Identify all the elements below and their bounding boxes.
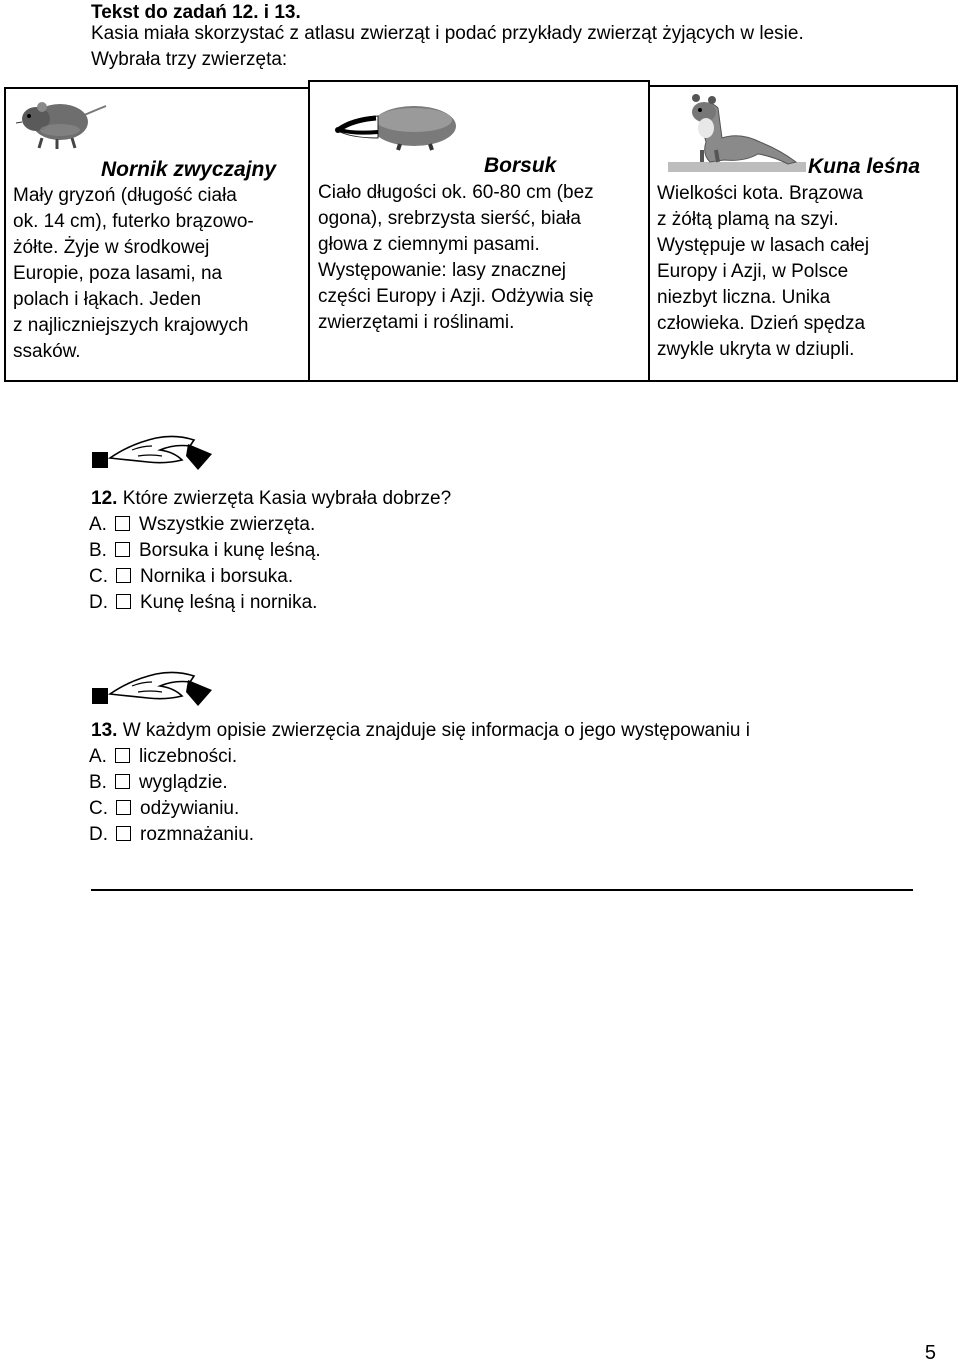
checkbox[interactable]: [115, 542, 130, 557]
badger-title: Borsuk: [484, 154, 557, 177]
vole-line: polach i łąkach. Jeden: [13, 289, 202, 310]
option-letter: A.: [89, 746, 107, 767]
vole-line: ok. 14 cm), futerko brązowo-: [13, 211, 254, 232]
option-letter: C.: [89, 798, 108, 819]
question-13-number: 13.: [91, 720, 118, 741]
checkbox[interactable]: [116, 594, 131, 609]
option-text: Wszystkie zwierzęta.: [138, 514, 316, 535]
checkbox[interactable]: [115, 748, 130, 763]
question-12-number: 12.: [91, 488, 118, 509]
q13-option-c[interactable]: [89, 796, 239, 822]
option-text: wyglądzie.: [138, 772, 228, 793]
marten-description: [657, 181, 869, 363]
option-text: Borsuka i kunę leśną.: [138, 540, 321, 561]
q12-option-d[interactable]: [89, 590, 317, 616]
q12-option-b[interactable]: [89, 538, 321, 564]
option-letter: D.: [89, 824, 108, 845]
option-letter: D.: [89, 592, 108, 613]
option-text: rozmnażaniu.: [140, 824, 255, 845]
writing-hand-icon: [92, 666, 214, 710]
marten-line: człowieka. Dzień spędza: [657, 313, 866, 334]
badger-line: głowa z ciemnymi pasami.: [318, 234, 540, 255]
marten-line: z żółtą plamą na szyi.: [657, 209, 839, 230]
badger-line: zwierzętami i roślinami.: [318, 312, 515, 333]
header-title: Tekst do zadań 12. i 13.: [91, 2, 301, 23]
marten-line: Europy i Azji, w Polsce: [657, 261, 849, 282]
header-line2: Wybrała trzy zwierzęta:: [91, 49, 288, 70]
marten-line: Wielkości kota. Brązowa: [657, 183, 863, 204]
marten-line: niezbyt liczna. Unika: [657, 287, 831, 308]
q13-option-d[interactable]: [89, 822, 254, 848]
vole-title: Nornik zwyczajny: [101, 158, 277, 181]
badger-line: Ciało długości ok. 60-80 cm (bez: [318, 182, 594, 203]
badger-line: ogona), srebrzysta sierść, biała: [318, 208, 581, 229]
vole-line: ssaków.: [13, 341, 81, 362]
checkbox[interactable]: [116, 800, 131, 815]
marten-line: zwykle ukryta w dziupli.: [657, 339, 855, 360]
marten-icon: [668, 92, 806, 174]
badger-line: części Europy i Azji. Odżywia się: [318, 286, 594, 307]
marten-line: Występuje w lasach całej: [657, 235, 870, 256]
q13-option-b[interactable]: [89, 770, 228, 796]
page-number: 5: [924, 1342, 936, 1364]
q13-option-a[interactable]: [89, 744, 237, 770]
vole-line: z najliczniejszych krajowych: [13, 315, 249, 336]
option-letter: B.: [89, 540, 107, 561]
option-text: Nornika i borsuka.: [140, 566, 294, 587]
badger-line: Występowanie: lasy znacznej: [318, 260, 567, 281]
vole-line: Europie, poza lasami, na: [13, 263, 223, 284]
question-12-text: Które zwierzęta Kasia wybrała dobrze?: [117, 488, 452, 509]
question-12: [91, 486, 451, 512]
vole-description: [13, 183, 254, 365]
header-line1: Kasia miała skorzystać z atlasu zwierząt i podać przykłady zwierząt żyjących w lesie.: [91, 23, 804, 44]
q12-option-c[interactable]: [89, 564, 293, 590]
option-text: odżywianiu.: [140, 798, 240, 819]
badger-description: [318, 180, 594, 336]
option-letter: C.: [89, 566, 108, 587]
checkbox[interactable]: [116, 826, 131, 841]
horizontal-rule: [91, 889, 913, 891]
vole-icon: [12, 92, 110, 154]
option-letter: B.: [89, 772, 107, 793]
vole-line: Mały gryzoń (długość ciała: [13, 185, 237, 206]
vole-line: żółte. Żyje w środkowej: [13, 237, 210, 258]
marten-title: Kuna leśna: [808, 155, 921, 178]
question-13-text: W każdym opisie zwierzęcia znajduje się informacja o jego występowaniu i: [117, 720, 750, 741]
option-letter: A.: [89, 514, 107, 535]
badger-icon: [330, 96, 460, 152]
checkbox[interactable]: [115, 516, 130, 531]
q12-option-a[interactable]: [89, 512, 315, 538]
checkbox[interactable]: [115, 774, 130, 789]
option-text: Kunę leśną i nornika.: [140, 592, 318, 613]
checkbox[interactable]: [116, 568, 131, 583]
writing-hand-icon: [92, 430, 214, 474]
option-text: liczebności.: [138, 746, 238, 767]
question-13: [91, 718, 750, 744]
